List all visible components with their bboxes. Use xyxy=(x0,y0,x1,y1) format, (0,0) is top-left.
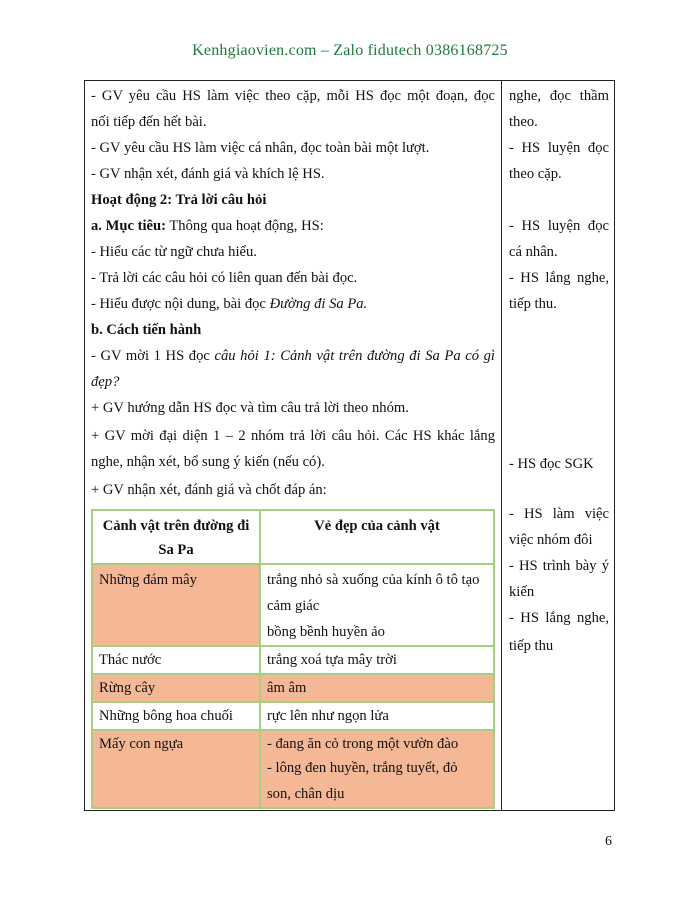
table-row: rực lên như ngọn lửa xyxy=(259,701,495,731)
text-line: tiếp thu. xyxy=(509,296,557,312)
text-line: - GV nhận xét, đánh giá và khích lệ HS. xyxy=(91,166,325,182)
text-line: nối tiếp đến hết bài. xyxy=(91,114,207,130)
text-line: - HS trình bày ý xyxy=(509,558,609,574)
table-row: Những bông hoa chuối xyxy=(91,701,261,731)
text-line: theo cặp. xyxy=(509,166,562,182)
table-row: Thác nước xyxy=(91,645,261,675)
text-line: tiếp thu xyxy=(509,638,554,654)
page-header: Kenhgiaovien.com – Zalo fidutech 0386168725 xyxy=(192,42,508,59)
table-header-cell: Cảnh vật trên đường đi Sa Pa xyxy=(91,509,261,565)
text-line: + GV mời đại diện 1 – 2 nhóm trả lời câu hỏi. Các HS khác lắng xyxy=(91,428,495,444)
text-line: - GV yêu cầu HS làm việc cá nhân, đọc toàn bài một lượt. xyxy=(91,140,430,156)
goal-line: a. Mục tiêu: Thông qua hoạt động, HS: xyxy=(91,218,324,234)
column-divider xyxy=(501,81,502,810)
text-line: kiến xyxy=(509,584,535,600)
text-line: - HS luyện đọc xyxy=(509,140,609,156)
text-line: - Trả lời các câu hỏi có liên quan đến bài đọc. xyxy=(91,270,358,286)
text-line: cá nhân. xyxy=(509,244,558,260)
text-line: - HS lắng nghe, xyxy=(509,610,609,626)
page-number: 6 xyxy=(605,834,612,849)
table-row: Những đám mây xyxy=(91,563,261,647)
text-line: - Hiểu các từ ngữ chưa hiểu. xyxy=(91,244,257,260)
text-line: - HS làm việc xyxy=(509,506,609,522)
text-line: nghe, đọc thầm xyxy=(509,88,609,104)
table-row: Mấy con ngựa xyxy=(91,729,261,809)
text-line: + GV nhận xét, đánh giá và chốt đáp án: xyxy=(91,482,327,498)
lesson-table xyxy=(84,80,615,811)
scenery-table xyxy=(91,509,495,809)
text-line: nghe, nhận xét, bổ sung ý kiến (nếu có). xyxy=(91,454,325,470)
text-line: theo. xyxy=(509,114,538,130)
table-header-cell: Vẻ đẹp của cảnh vật xyxy=(259,509,495,565)
goal-item-3: - Hiểu được nội dung, bài đọc Đường đi Sa Pa. xyxy=(91,296,368,312)
text-line: - HS lắng nghe, xyxy=(509,270,609,286)
text-line: đẹp? xyxy=(91,374,120,390)
table-row: trắng nhỏ sà xuống của kính ô tô tạo cảm giác bồng bềnh huyền ảo xyxy=(259,563,495,647)
text-line: + GV hướng dẫn HS đọc và tìm câu trả lời theo nhóm. xyxy=(91,400,409,416)
table-row: trắng xoá tựa mây trời xyxy=(259,645,495,675)
text-line: - GV yêu cầu HS làm việc theo cặp, mỗi HS đọc một đoạn, đọc xyxy=(91,88,495,104)
text-line: - HS luyện đọc xyxy=(509,218,609,234)
activity-heading: Hoạt động 2: Trả lời câu hỏi xyxy=(91,192,267,208)
table-row: âm âm xyxy=(259,673,495,703)
text-line: việc nhóm đôi xyxy=(509,532,593,548)
text-line: - HS đọc SGK xyxy=(509,456,594,472)
table-row: Rừng cây xyxy=(91,673,261,703)
table-row: - đang ăn cỏ trong một vườn đào - lông đen huyền, trắng tuyết, đỏ son, chân dịu xyxy=(259,729,495,809)
question-line: - GV mời 1 HS đọc câu hỏi 1: Cảnh vật trên đường đi Sa Pa có gì xyxy=(91,348,495,364)
method-heading: b. Cách tiến hành xyxy=(91,322,202,338)
